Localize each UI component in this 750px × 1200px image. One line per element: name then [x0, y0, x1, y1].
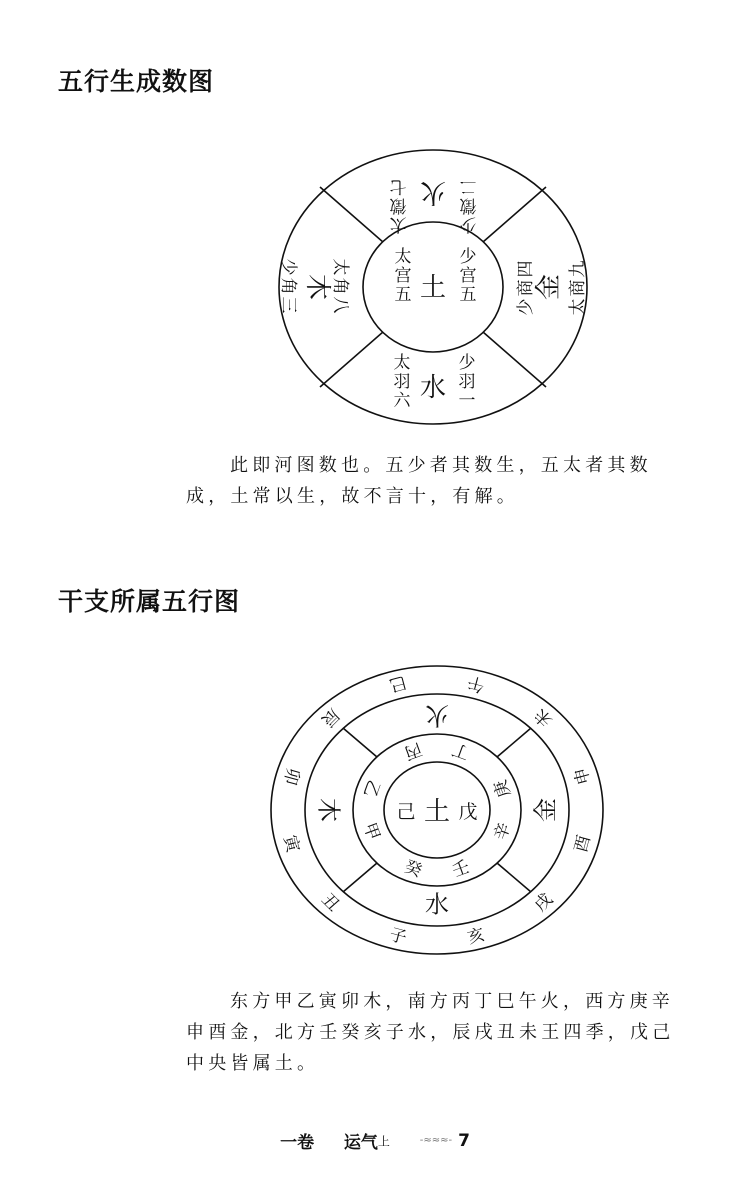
- bottom-right-label: 少羽一: [458, 353, 476, 411]
- section-title-stems-branches: 干支所属五行图: [58, 587, 241, 616]
- top-right-label: 太徵七: [389, 176, 407, 234]
- stem-bottom-1: 壬: [449, 857, 473, 882]
- divider-sw: [320, 332, 383, 387]
- footer-chapter-part: 上: [377, 1134, 390, 1149]
- section-title-five-elements-numbers: 五行生成数图: [58, 67, 215, 96]
- right-element: 金: [534, 273, 564, 301]
- branch-8: 寅: [279, 833, 303, 855]
- stem-left-0: 乙: [358, 777, 384, 800]
- center-element: 土: [423, 797, 451, 827]
- center-element: 土: [419, 273, 447, 303]
- left-top-label: 太角八: [330, 258, 350, 316]
- branch-1: 未: [530, 704, 557, 731]
- footer-chapter: 运气: [343, 1133, 378, 1153]
- branch-6: 子: [387, 924, 409, 949]
- stem-top-0: 丙: [401, 738, 425, 763]
- stem-bottom-0: 癸: [401, 857, 425, 882]
- divider-nw: [343, 728, 377, 757]
- element-wood: 木: [314, 798, 343, 822]
- branch-3: 酉: [571, 833, 595, 855]
- page-footer: [0, 1128, 750, 1153]
- footer-volume: 一卷: [280, 1133, 315, 1153]
- element-fire: 火: [425, 701, 449, 730]
- branch-5: 亥: [465, 924, 487, 949]
- divider-se: [483, 332, 546, 387]
- branch-10: 辰: [317, 704, 344, 731]
- branch-11: 巳: [387, 671, 409, 696]
- top-left-label: 少徵二: [459, 176, 477, 234]
- divider-se: [497, 863, 531, 892]
- stem-left-1: 甲: [358, 820, 384, 843]
- right-top-label: 少商四: [516, 258, 536, 316]
- branch-9: 卯: [279, 765, 303, 787]
- divider-ne: [497, 728, 531, 757]
- branch-4: 戌: [530, 889, 557, 916]
- right-bottom-label: 太商九: [568, 258, 588, 316]
- branch-2: 申: [571, 765, 595, 787]
- center-left-label: 太宫五: [394, 247, 412, 305]
- top-element: 火: [419, 177, 447, 207]
- footer-page-number: 7: [458, 1130, 470, 1151]
- stem-right-1: 辛: [490, 820, 516, 843]
- center-right-stem: 戊: [458, 801, 478, 823]
- element-metal: 金: [531, 798, 560, 822]
- stems-branches-diagram: [0, 665, 750, 965]
- left-element: 木: [302, 273, 332, 301]
- stem-top-1: 丁: [449, 738, 473, 763]
- divider-ne: [483, 187, 546, 242]
- element-water: 水: [425, 890, 449, 919]
- divider-sw: [343, 863, 377, 892]
- divider-nw: [320, 187, 383, 242]
- paragraph-hetu: 此即河图数也。五少者其数生，五太者其数成，土常以生，故不言十，有解。: [186, 455, 652, 507]
- branch-0: 午: [465, 671, 487, 696]
- left-bottom-label: 少角三: [278, 258, 298, 316]
- branch-7: 丑: [317, 889, 344, 916]
- stem-right-0: 庚: [490, 777, 516, 800]
- paragraph-stems-branches: 东方甲乙寅卯木，南方丙丁巳午火，西方庚辛申酉金，北方壬癸亥子水，辰戌丑未王四季，戊己中央皆属土。: [186, 991, 675, 1074]
- center-right-label: 少宫五: [459, 247, 477, 305]
- bottom-element: 水: [419, 373, 447, 403]
- bottom-left-label: 太羽六: [393, 353, 411, 411]
- footer-ornament-icon: -≈≈≈-: [419, 1135, 453, 1146]
- center-left-stem: 己: [396, 801, 416, 823]
- five-elements-numbers-diagram: [0, 150, 750, 435]
